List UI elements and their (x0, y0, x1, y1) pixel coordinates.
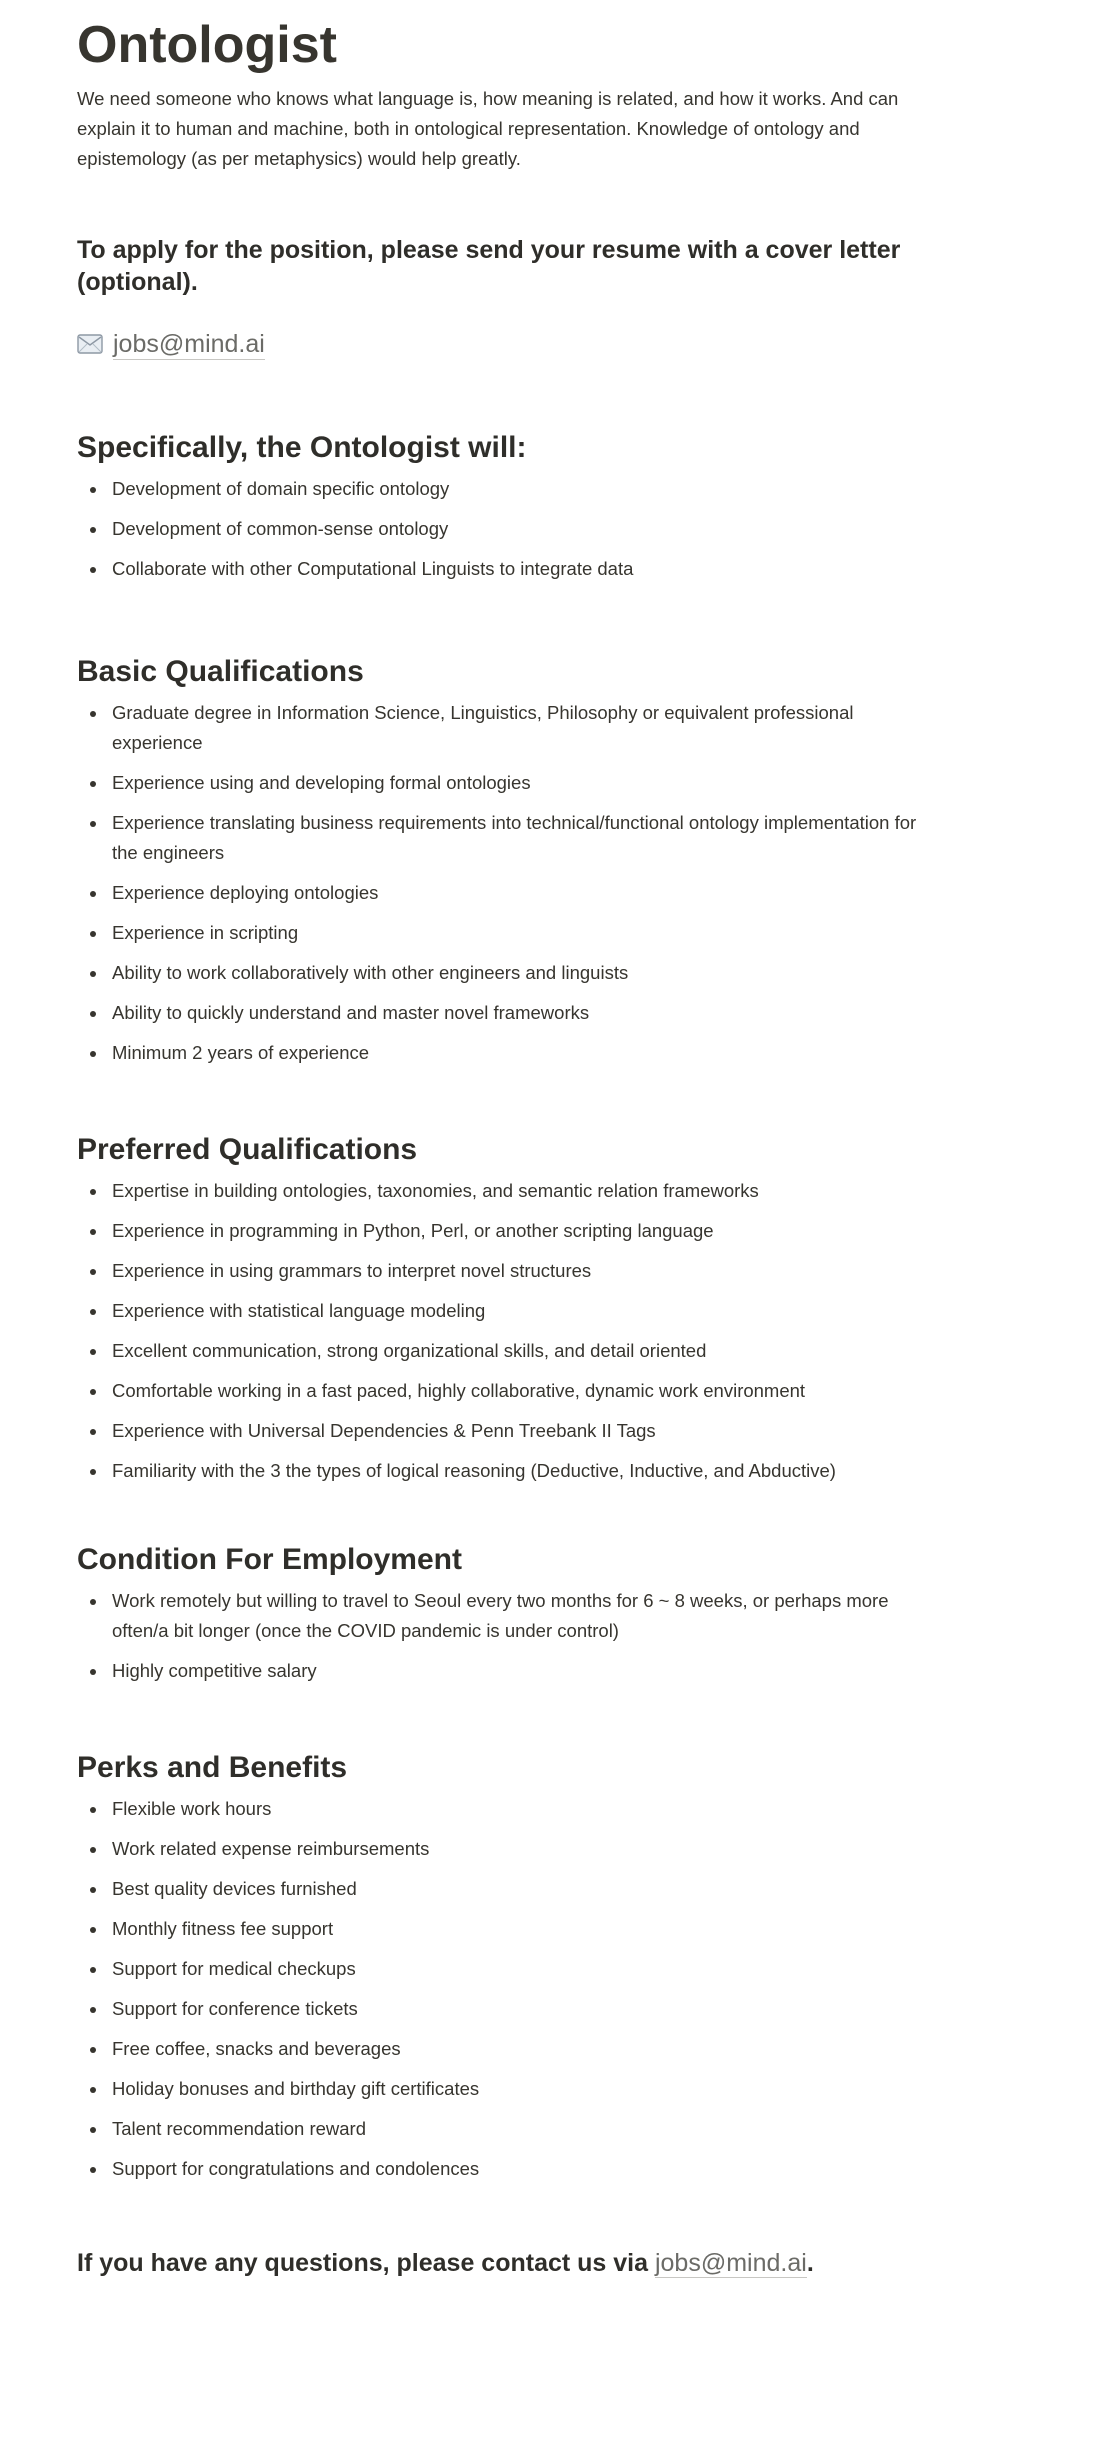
preferred-qualifications-section (77, 1130, 947, 1486)
list-item: Minimum 2 years of experience (77, 1038, 947, 1068)
apply-section (77, 234, 947, 364)
list-item: Expertise in building ontologies, taxonomies, and semantic relation frameworks (77, 1176, 947, 1206)
condition-section (77, 1540, 947, 1686)
list-item: Support for medical checkups (77, 1954, 947, 1984)
list-item: Support for congratulations and condolences (77, 2154, 947, 2184)
list-item: Support for conference tickets (77, 1994, 947, 2024)
list-item: Experience in scripting (77, 918, 947, 948)
perks-heading: Perks and Benefits (77, 1751, 348, 1784)
list-item: Free coffee, snacks and beverages (77, 2034, 947, 2064)
contact-email-link[interactable]: jobs@mind.ai (654, 2249, 807, 2277)
list-item: Monthly fitness fee support (77, 1914, 947, 1944)
specifically-list (77, 474, 947, 584)
basic-qualifications-heading: Basic Qualifications (77, 655, 364, 688)
contact-footer (77, 2246, 947, 2280)
list-item: Highly competitive salary (77, 1656, 947, 1686)
list-item: Work remotely but willing to travel to Seoul every two months for 6 ~ 8 weeks, or perhaps more often/a bit longer (once the COVID pandemic is under control) (77, 1586, 947, 1646)
list-item: Experience using and developing formal ontologies (77, 768, 947, 798)
list-item: Ability to quickly understand and master novel frameworks (77, 998, 947, 1028)
list-item: Experience deploying ontologies (77, 878, 947, 908)
basic-qualifications-section (77, 652, 947, 1068)
list-item: Flexible work hours (77, 1794, 947, 1824)
specifically-heading: Specifically, the Ontologist will: (77, 431, 527, 464)
preferred-qualifications-list (77, 1176, 947, 1486)
list-item: Graduate degree in Information Science, Linguistics, Philosophy or equivalent professional experience (77, 698, 947, 758)
list-item: Experience translating business requirements into technical/functional ontology implementation for the engineers (77, 808, 947, 868)
job-posting-content (77, 10, 947, 2280)
contact-line (77, 2246, 947, 2280)
condition-heading: Condition For Employment (77, 1543, 462, 1576)
contact-suffix: . (806, 2249, 814, 2277)
list-item: Comfortable working in a fast paced, highly collaborative, dynamic work environment (77, 1376, 947, 1406)
intro-paragraph: We need someone who knows what language is, how meaning is related, and how it works. And can explain it to human and machine, both in ontological representation. Knowledge of ontology and epistemology (as per metaphysics) would help greatly. (77, 88, 899, 169)
list-item: Experience with statistical language modeling (77, 1296, 947, 1326)
list-item: Experience with Universal Dependencies & Penn Treebank II Tags (77, 1416, 947, 1446)
basic-qualifications-list (77, 698, 947, 1068)
contact-text: If you have any questions, please contact us via (77, 2249, 655, 2277)
list-item: Development of common-sense ontology (77, 514, 947, 544)
list-item: Holiday bonuses and birthday gift certificates (77, 2074, 947, 2104)
apply-email-link[interactable]: jobs@mind.ai (113, 329, 265, 358)
page-title: Ontologist (77, 16, 337, 74)
perks-section (77, 1748, 947, 2184)
envelope-icon (77, 334, 103, 354)
condition-list (77, 1586, 947, 1686)
list-item: Work related expense reimbursements (77, 1834, 947, 1864)
list-item: Development of domain specific ontology (77, 474, 947, 504)
list-item: Talent recommendation reward (77, 2114, 947, 2144)
list-item: Experience in programming in Python, Perl, or another scripting language (77, 1216, 947, 1246)
list-item: Excellent communication, strong organizational skills, and detail oriented (77, 1336, 947, 1366)
specifically-section (77, 428, 947, 584)
list-item: Familiarity with the 3 the types of logical reasoning (Deductive, Inductive, and Abductive) (77, 1456, 947, 1486)
list-item: Best quality devices furnished (77, 1874, 947, 1904)
list-item: Collaborate with other Computational Linguists to integrate data (77, 554, 947, 584)
apply-email-row (77, 324, 947, 364)
list-item: Ability to work collaboratively with other engineers and linguists (77, 958, 947, 988)
perks-list (77, 1794, 947, 2184)
apply-instructions: To apply for the position, please send your resume with a cover letter (optional). (77, 236, 901, 296)
list-item: Experience in using grammars to interpret novel structures (77, 1256, 947, 1286)
preferred-qualifications-heading: Preferred Qualifications (77, 1133, 418, 1166)
